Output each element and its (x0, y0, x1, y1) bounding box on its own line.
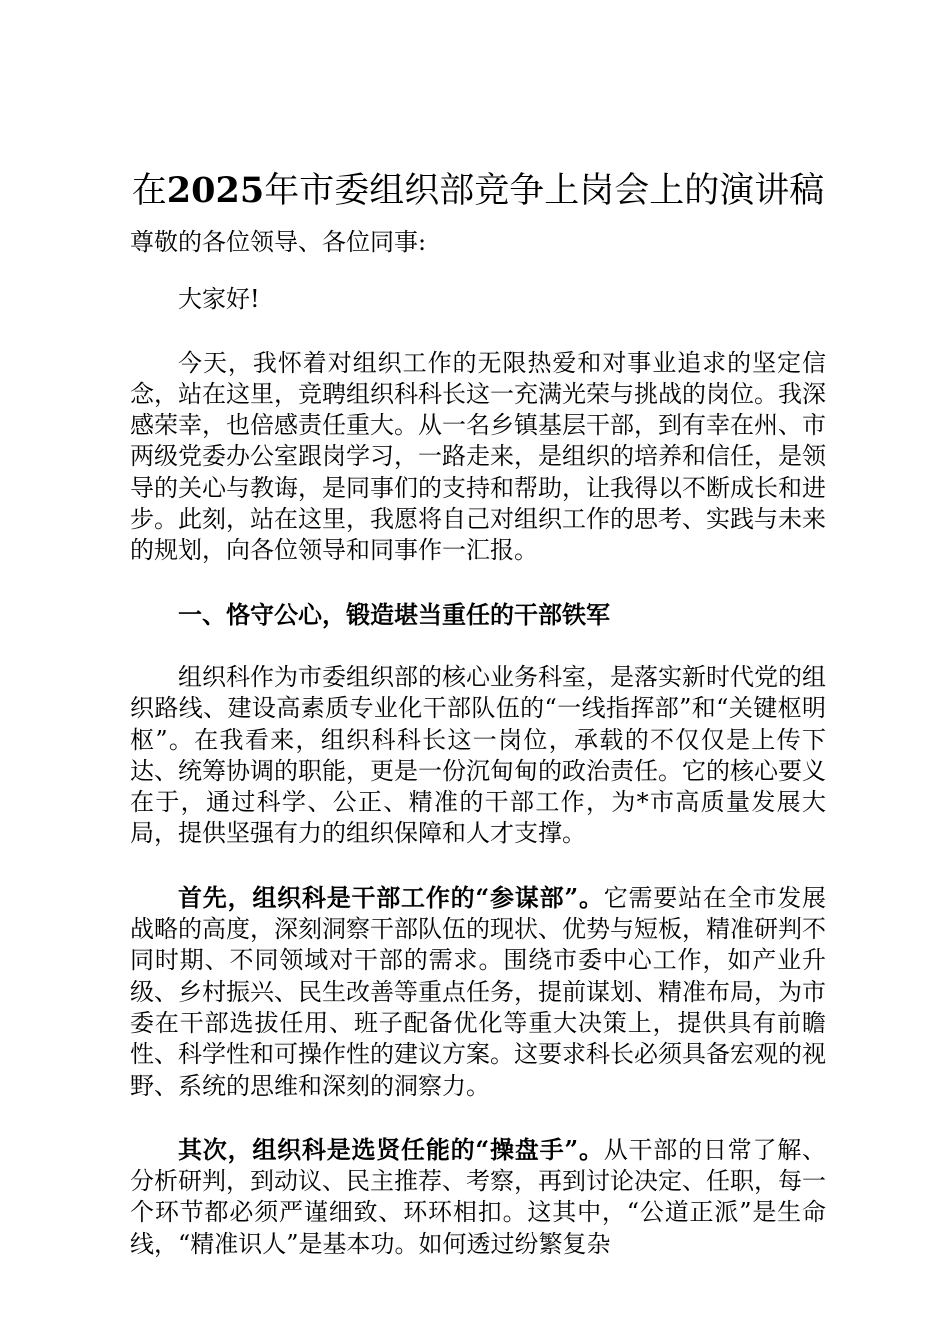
section-1-paragraph: 组织科作为市委组织部的核心业务科室，是落实新时代党的组织路线、建设高素质专业化干部队伍的“一线指挥部”和“关键枢明枢”。在我看来，组织科科长这一岗位，承载的不仅仅是上传下达、统筹协调的职能，更是一份沉甸甸的政治责任。它的核心要义在于，通过科学、公正、精准的干部工作，为*市高质量发展大局，提供坚强有力的组织保障和人才支撑。 (130, 662, 826, 848)
salutation: 尊敬的各位领导、各位同事: (130, 228, 427, 256)
second-point-paragraph (130, 1134, 826, 1260)
intro-paragraph: 今天，我怀着对组织工作的无限热爱和对事业追求的坚定信念，站在这里，竞聘组织科科长这一充满光荣与挑战的岗位。我深感荣幸，也倍感责任重大。从一名乡镇基层干部，到有幸在州、市两级党委办公室跟岗学习，一路走来，是组织的培养和信任，是领导的关心与教诲，是同事们的支持和帮助，让我得以不断成长和进步。此刻，站在这里，我愿将自己对组织工作的思考、实践与未来的规划，向各位领导和同事作一汇报。 (130, 348, 826, 565)
section-1-heading: 一、恪守公心，锻造堪当重任的干部铁军 (178, 599, 610, 629)
document-title (130, 165, 826, 217)
second-point-lead: 其次，组织科是选贤任能的“操盘手”。 (178, 1134, 604, 1164)
title-suffix: 年市委组织部竞争上岗会上的演讲稿 (264, 171, 825, 211)
second-point-body: 从干部的日常了解、分析研判，到动议、民主推荐、考察，再到讨论决定、任职，每一个环节都必须严谨细致、环环相扣。这其中，“公道正派”是生命线，“精准识人”是基本功。如何透过纷繁复杂 (130, 1135, 827, 1258)
first-point-lead: 首先，组织科是干部工作的“参谋部”。 (178, 882, 604, 912)
document-page (130, 165, 826, 1260)
title-year: 2025 (166, 170, 265, 211)
first-point-paragraph (130, 882, 826, 1102)
first-point-body: 它需要站在全市发展战略的高度，深刻洞察干部队伍的现状、优势与短板，精准研判不同时期、不同领域对干部的需求。围绕市委中心工作，如产业升级、乡村振兴、民生改善等重点任务，提前谋划、精准布局，为市委在干部选拔任用、班子配备优化等重大决策上，提供具有前瞻性、科学性和可操作性的建议方案。这要求科长必须具备宏观的视野、系统的思维和深刻的洞察力。 (130, 883, 827, 1100)
greeting: 大家好! (178, 285, 260, 314)
title-prefix: 在 (131, 171, 167, 211)
